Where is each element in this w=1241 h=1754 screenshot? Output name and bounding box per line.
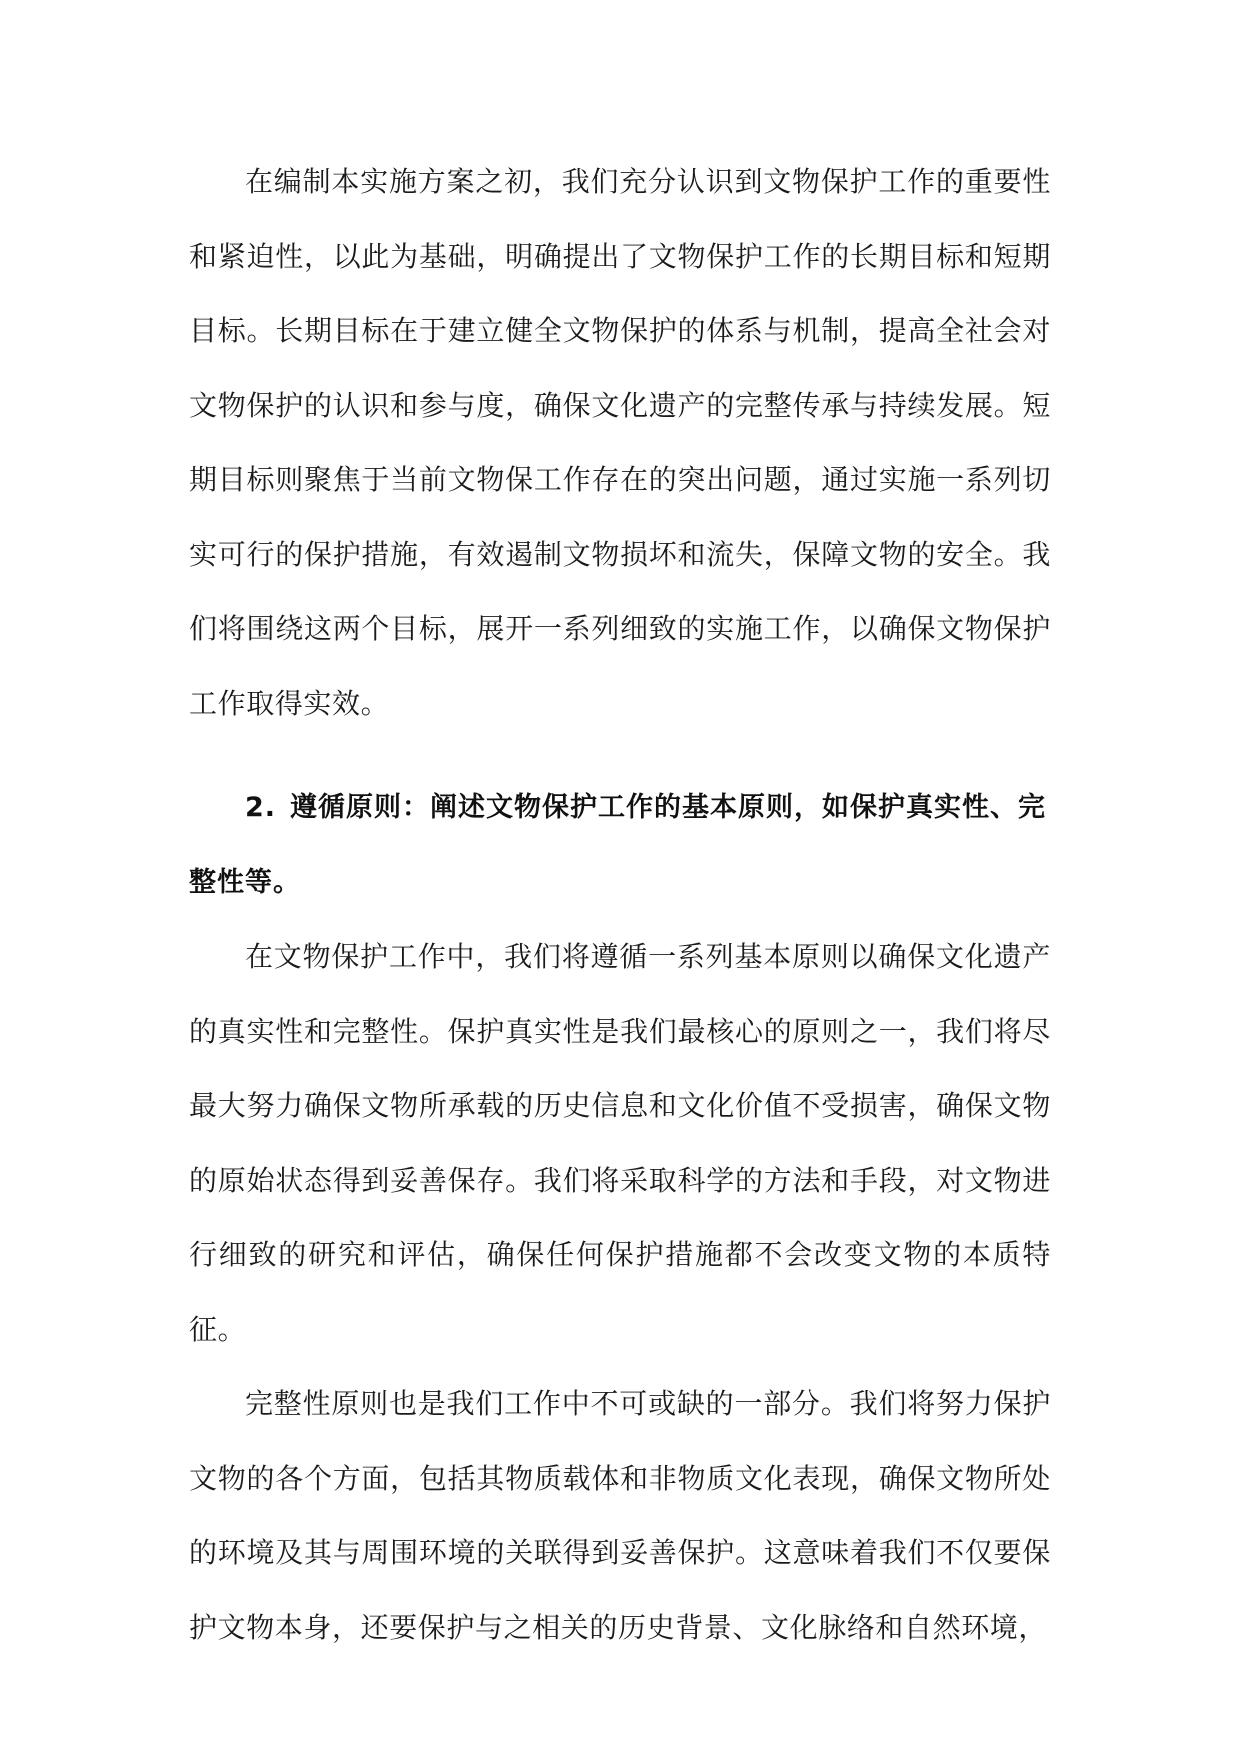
- section-heading-principles: [189, 771, 1051, 920]
- paragraph-authenticity: 在文物保护工作中，我们将遵循一系列基本原则以确保文化遗产的真实性和完整性。保护真实性是我们最核心的原则之一，我们将尽最大努力确保文物所承载的历史信息和文化价值不受损害，确保文物的原始状态得到妥善保存。我们将采取科学的方法和手段，对文物进行细致的研究和评估，确保任何保护措施都不会改变文物的本质特征。: [189, 940, 1051, 1346]
- paragraph-integrity: 完整性原则也是我们工作中不可或缺的一部分。我们将努力保护文物的各个方面，包括其物质载体和非物质文化表现，确保文物所处的环境及其与周围环境的关联得到妥善保护。这意味着我们不仅要保护文物本身，还要保护与之相关的历史背景、文化脉络和自然环境，: [189, 1387, 1051, 1644]
- paragraph-goals: 在编制本实施方案之初，我们充分认识到文物保护工作的重要性和紧迫性，以此为基础，明确提出了文物保护工作的长期目标和短期目标。长期目标在于建立健全文物保护的体系与机制，提高全社会对文物保护的认识和参与度，确保文化遗产的完整传承与持续发展。短期目标则聚焦于当前文物保工作存在的突出问题，通过实施一系列切实可行的保护措施，有效遏制文物损坏和流失，保障文物的安全。我们将围绕这两个目标，展开一系列细致的实施工作，以确保文物保护工作取得实效。: [189, 165, 1051, 720]
- document-body: [189, 145, 1051, 1665]
- section-heading-text: 遵循原则：阐述文物保护工作的基本原则，如保护真实性、完整性等。: [189, 792, 1047, 898]
- section-number: 2.: [245, 792, 277, 823]
